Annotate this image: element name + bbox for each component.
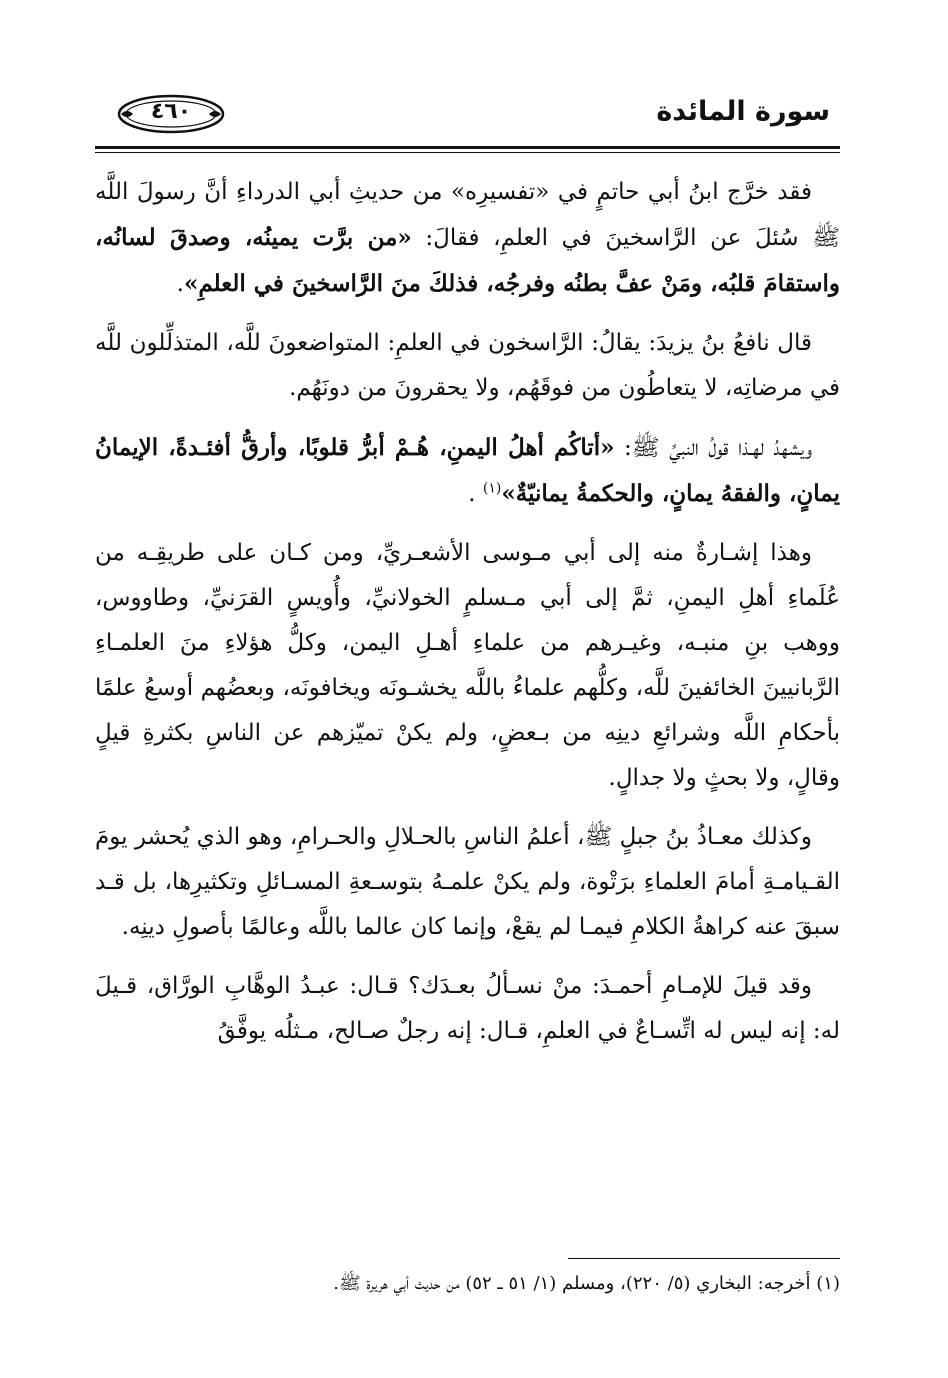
paragraph-5: وكذلك معـاذُ بنُ جبلٍ ﷺ، أعلمُ الناسِ بالحـلالِ والحـرامِ، وهو الذي يُحشر يومَ القـيامـةِ أمامَ العلماءِ برَتْوة، ولم يكنْ علمـهُ بتوسـعةِ المسـائلِ وتكثيرِها، بل قـد سبقَ عنه كراهةُ الكلامِ فيمـا لم يقعْ، وإنما كان عالما باللَّه وعالمًا بأصولِ دينِه. — [95, 824, 840, 940]
paragraph-4: وهذا إشـارةٌ منه إلى أبي مـوسى الأشعـريِّ، ومن كـان على طريقِـه من عُلَماءِ أهلِ اليمنِ، ثمَّ إلى أبي مـسلمٍ الخولانيِّ، وأُويسٍ القرَنيِّ، وطاووس، ووهب بنِ منبـه، وغيـرهم من علماءِ أهـلِ اليمن، وكلُّ هؤلاءِ منَ العلمـاءِ الرَّبانيينَ الخائفينَ للَّه، وكلُّهم علماءُ باللَّه يخشـونَه ويخافونَه، وبعضُهم أوسعُ علمًا بأحكامِ اللَّه وشرائعِ دينِه من بـعضٍ، ولم يكنْ تميّزهم عن الناسِ بكثرةِ قيلٍ وقالٍ، ولا بحثٍ ولا جدالٍ. — [95, 540, 840, 791]
paragraph-3 — [95, 425, 840, 517]
page-number-badge — [117, 94, 225, 134]
paragraph-3-intro: ويشهدُ لهـذا قولُ النبيِّ ﷺ: — [614, 435, 813, 461]
paragraph-6: وقد قيلَ للإمـامِ أحمـدَ: منْ نسـألُ بعـدَك؟ قـال: عبـدُ الوهَّابِ الورَّاق، قـيلَ له: إنه ليس له اتِّسـاعٌ في العلمِ، قـال: إنه رجلٌ صـالح، مـثلُه يوفَّقُ — [95, 973, 840, 1044]
header-divider-thin — [95, 152, 840, 153]
paragraph-2: قال نافعُ بنُ يزيدَ: يقالُ: الرَّاسخون في العلمِ: المتواضعونَ للَّه، المتذلِّلون للَّه في مرضاتِه، لا يتعاطُون من فوقَهُم، ولا يحقرونَ من دونَهُم. — [95, 330, 840, 401]
footnote-divider — [568, 1258, 840, 1259]
paragraph-1 — [95, 170, 840, 307]
header-divider — [95, 146, 840, 149]
paragraph-3-tail: . — [468, 481, 483, 507]
page-header — [95, 92, 840, 142]
paragraph-1-intro: فقد خرَّج ابنُ أبي حاتمٍ في «تفسيرِه» من حديثِ أبي الدرداءِ أنَّ رسولَ اللَّه ﷺ سُئلَ عن الرَّاسخينَ في العلمِ، فقالَ: — [95, 179, 840, 251]
footnote-reference[interactable]: (١) — [482, 480, 502, 497]
hadith-quote-2: «أتاكُم أهلُ اليمنِ، هُـمْ أبرُّ قلوبًا، وأرقُّ أفئـدةً، الإيمانُ يمانٍ، والفقهُ يمانٍ، والحكمةُ يمانيّةٌ» — [95, 434, 840, 507]
paragraph-1-tail: . — [176, 271, 184, 297]
hadith-quote-1: «من برَّت يمينُه، وصدقَ لسانُه، واستقامَ قلبُه، ومَنْ عفَّ بطنُه وفرجُه، فذلكَ منَ الرَّاسخينَ في العلمِ» — [95, 224, 840, 297]
surah-title: سورة المائدة — [656, 96, 830, 127]
page-number: ٤٦٠ — [150, 99, 192, 124]
footnote: (١) أخرجه: البخاري (٥/ ٢٢٠)، ومسلم (١/ ٥١ ـ ٥٢) من حديث أبي هريرة ﷺ. — [333, 1273, 840, 1294]
main-text — [95, 170, 840, 1068]
